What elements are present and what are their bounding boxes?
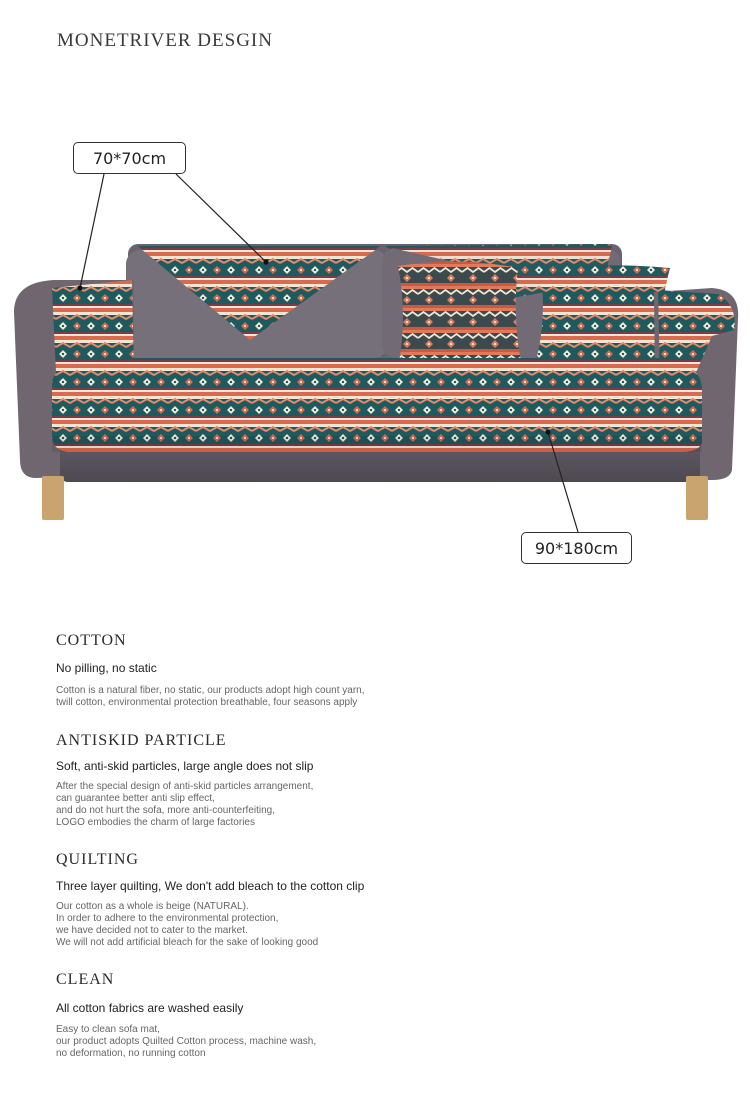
description-line: LOGO embodies the charm of large factories — [56, 817, 255, 828]
feature-subtitle: Three layer quilting, We don't add bleach to the cotton clip — [56, 879, 365, 893]
feature-subtitle: No pilling, no static — [56, 661, 157, 675]
throw-pillow-right — [534, 265, 670, 372]
feature-title: ANTISKID PARTICLE — [56, 732, 227, 749]
description-line: Cotton is a natural fiber, no static, our products adopt high count yarn, — [56, 685, 365, 696]
description-line: twill cotton, environmental protection breathable, four seasons apply — [56, 697, 358, 708]
description-line: our product adopts Quilted Cotton process, machine wash, — [56, 1036, 317, 1047]
callout-dot — [77, 285, 82, 290]
feature-cotton — [56, 632, 696, 708]
throw-pillow-left — [398, 261, 522, 368]
size-callout-90x180: 90*180cm — [521, 532, 632, 564]
feature-description — [56, 781, 313, 829]
size-callout-70x70: 70*70cm — [73, 142, 186, 174]
sofa-leg-right — [686, 476, 708, 520]
callout-dot — [545, 429, 550, 434]
feature-subtitle: All cotton fabrics are washed easily — [56, 1001, 244, 1015]
feature-description — [56, 1024, 316, 1060]
description-line: We will not add artificial bleach for the sake of looking good — [56, 937, 319, 948]
description-line: and do not hurt the sofa, more anti-counterfeiting, — [56, 805, 276, 816]
feature-antiskid-particle — [56, 732, 696, 828]
description-line: Easy to clean sofa mat, — [56, 1024, 160, 1035]
description-line: Our cotton as a whole is beige (NATURAL). — [56, 901, 249, 912]
description-line: can guarantee better anti slip effect, — [56, 793, 215, 804]
description-line: no deformation, no running cotton — [56, 1048, 206, 1059]
description-line: we have decided not to cater to the market. — [56, 925, 248, 936]
feature-description — [56, 685, 365, 709]
feature-title: COTTON — [56, 632, 127, 649]
feature-subtitle: Soft, anti-skid particles, large angle does not slip — [56, 759, 314, 773]
brand-title: MONETRIVER DESGIN — [57, 30, 273, 51]
description-line: In order to adhere to the environmental protection, — [56, 913, 279, 924]
sofa-leg-left — [42, 476, 64, 520]
callout-leader-line — [80, 174, 104, 288]
feature-description — [56, 901, 318, 949]
callout-dot — [263, 259, 268, 264]
feature-title: CLEAN — [56, 971, 115, 988]
description-line: After the special design of anti-skid particles arrangement, — [56, 781, 314, 792]
feature-clean — [56, 971, 696, 1059]
feature-quilting — [56, 851, 696, 948]
feature-title: QUILTING — [56, 851, 139, 868]
